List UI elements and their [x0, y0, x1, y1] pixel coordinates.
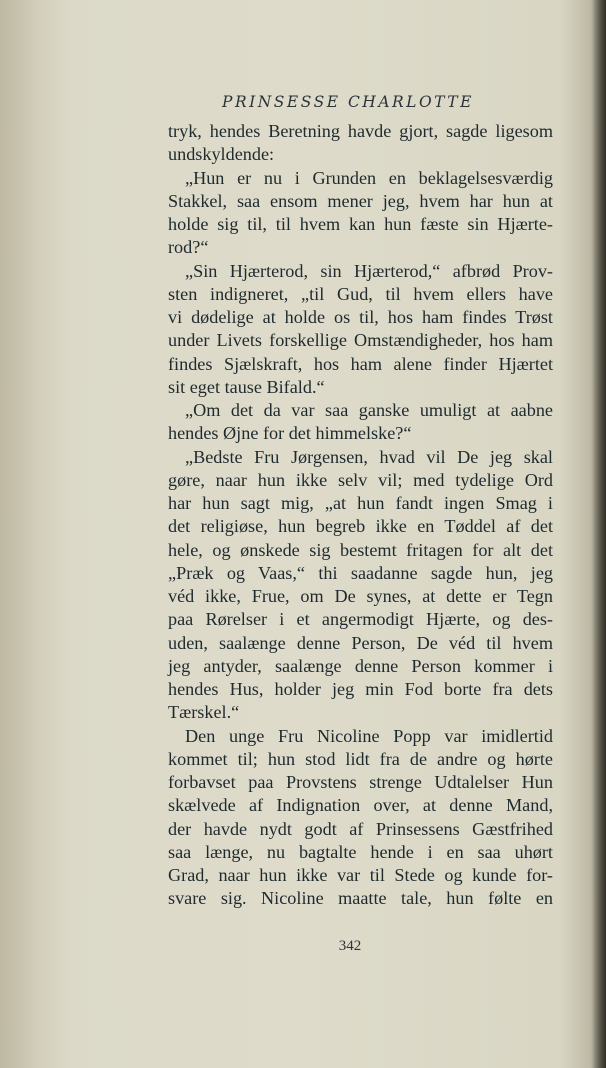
text-line: hele, og ønskede sig bestemt fritagen for alt det	[168, 539, 553, 560]
text-line: véd ikke, Frue, om De synes, at dette er Tegn	[168, 586, 553, 606]
text-line: hendes Øjne for det himmelske?“	[168, 423, 412, 444]
text-line: undskyldende:	[168, 144, 275, 165]
page-edge-shadow	[592, 0, 606, 1068]
paragraph	[168, 167, 553, 260]
paragraph	[168, 260, 553, 400]
text-line: vi dødelige at holde os til, hos ham findes Trøst	[168, 307, 553, 327]
text-line: „Om det da var saa ganske umuligt at aabne	[185, 400, 553, 420]
body-text	[168, 120, 553, 911]
page-gutter-shadow	[0, 0, 70, 1068]
text-line: „Hun er nu i Grunden en beklagelsesværdig	[185, 167, 553, 188]
text-line: sten indigneret, „til Gud, til hvem ellers have	[168, 283, 553, 304]
text-line: skælvede af Indignation over, at denne Mand,	[168, 795, 553, 816]
page-number: 342	[338, 938, 362, 954]
text-line: uden, saalænge denne Person, De véd til hvem	[168, 632, 553, 653]
text-line: „Sin Hjærterod, sin Hjærterod,“ afbrød Prov-	[185, 260, 553, 281]
text-line: tryk, hendes Beretning havde gjort, sagde ligesom	[168, 121, 553, 141]
text-line: forbavset paa Provstens strenge Udtalelser Hun	[168, 772, 553, 792]
text-line: „Præk og Vaas,“ thi saadanne sagde hun, jeg	[168, 562, 553, 583]
text-line: svare sig. Nicoline maatte tale, hun følte en	[168, 888, 553, 909]
text-line: kommet til; hun stod lidt fra de andre og hørte	[168, 748, 553, 769]
text-line: sit eget tause Bifald.“	[168, 376, 325, 397]
paragraph	[168, 725, 553, 911]
text-line: gøre, naar hun ikke selv vil; med tydelige Ord	[168, 469, 553, 490]
text-line: „Bedste Fru Jørgensen, hvad vil De jeg skal	[185, 446, 553, 467]
text-line: saa længe, nu bagtalte hende i en saa uhørt	[168, 841, 553, 862]
text-line: jeg antyder, saalænge denne Person kommer i	[168, 655, 553, 676]
text-line: rod?“	[168, 237, 209, 258]
paragraph	[168, 120, 553, 167]
text-line: findes Sjælskraft, hos ham alene finder Hjærtet	[168, 353, 553, 374]
paragraph	[168, 446, 553, 725]
text-line: Tærskel.“	[168, 702, 240, 723]
text-line: holde sig til, til hvem kan hun fæste sin Hjærte-	[168, 214, 553, 234]
text-line: det religiøse, hun begreb ikke en Tøddel af det	[168, 516, 553, 537]
text-line: Stakkel, saa ensom mener jeg, hvem har hun at	[168, 190, 553, 211]
text-line: der havde nydt godt af Prinsessens Gæstfrihed	[168, 818, 553, 839]
text-line: under Livets forskellige Omstændigheder, hos ham	[168, 330, 553, 351]
text-line: Grad, naar hun ikke var til Stede og kunde for-	[168, 865, 553, 885]
text-line: Den unge Fru Nicoline Popp var imidlertid	[185, 725, 553, 746]
paragraph	[168, 399, 553, 446]
text-line: hendes Hus, holder jeg min Fod borte fra dets	[168, 679, 553, 699]
running-header: PRINSESSE CHARLOTTE	[222, 93, 474, 111]
text-line: paa Rørelser i et angermodigt Hjærte, og des-	[168, 609, 553, 630]
text-line: har hun sagt mig, „at hun fandt ingen Smag i	[168, 493, 553, 513]
